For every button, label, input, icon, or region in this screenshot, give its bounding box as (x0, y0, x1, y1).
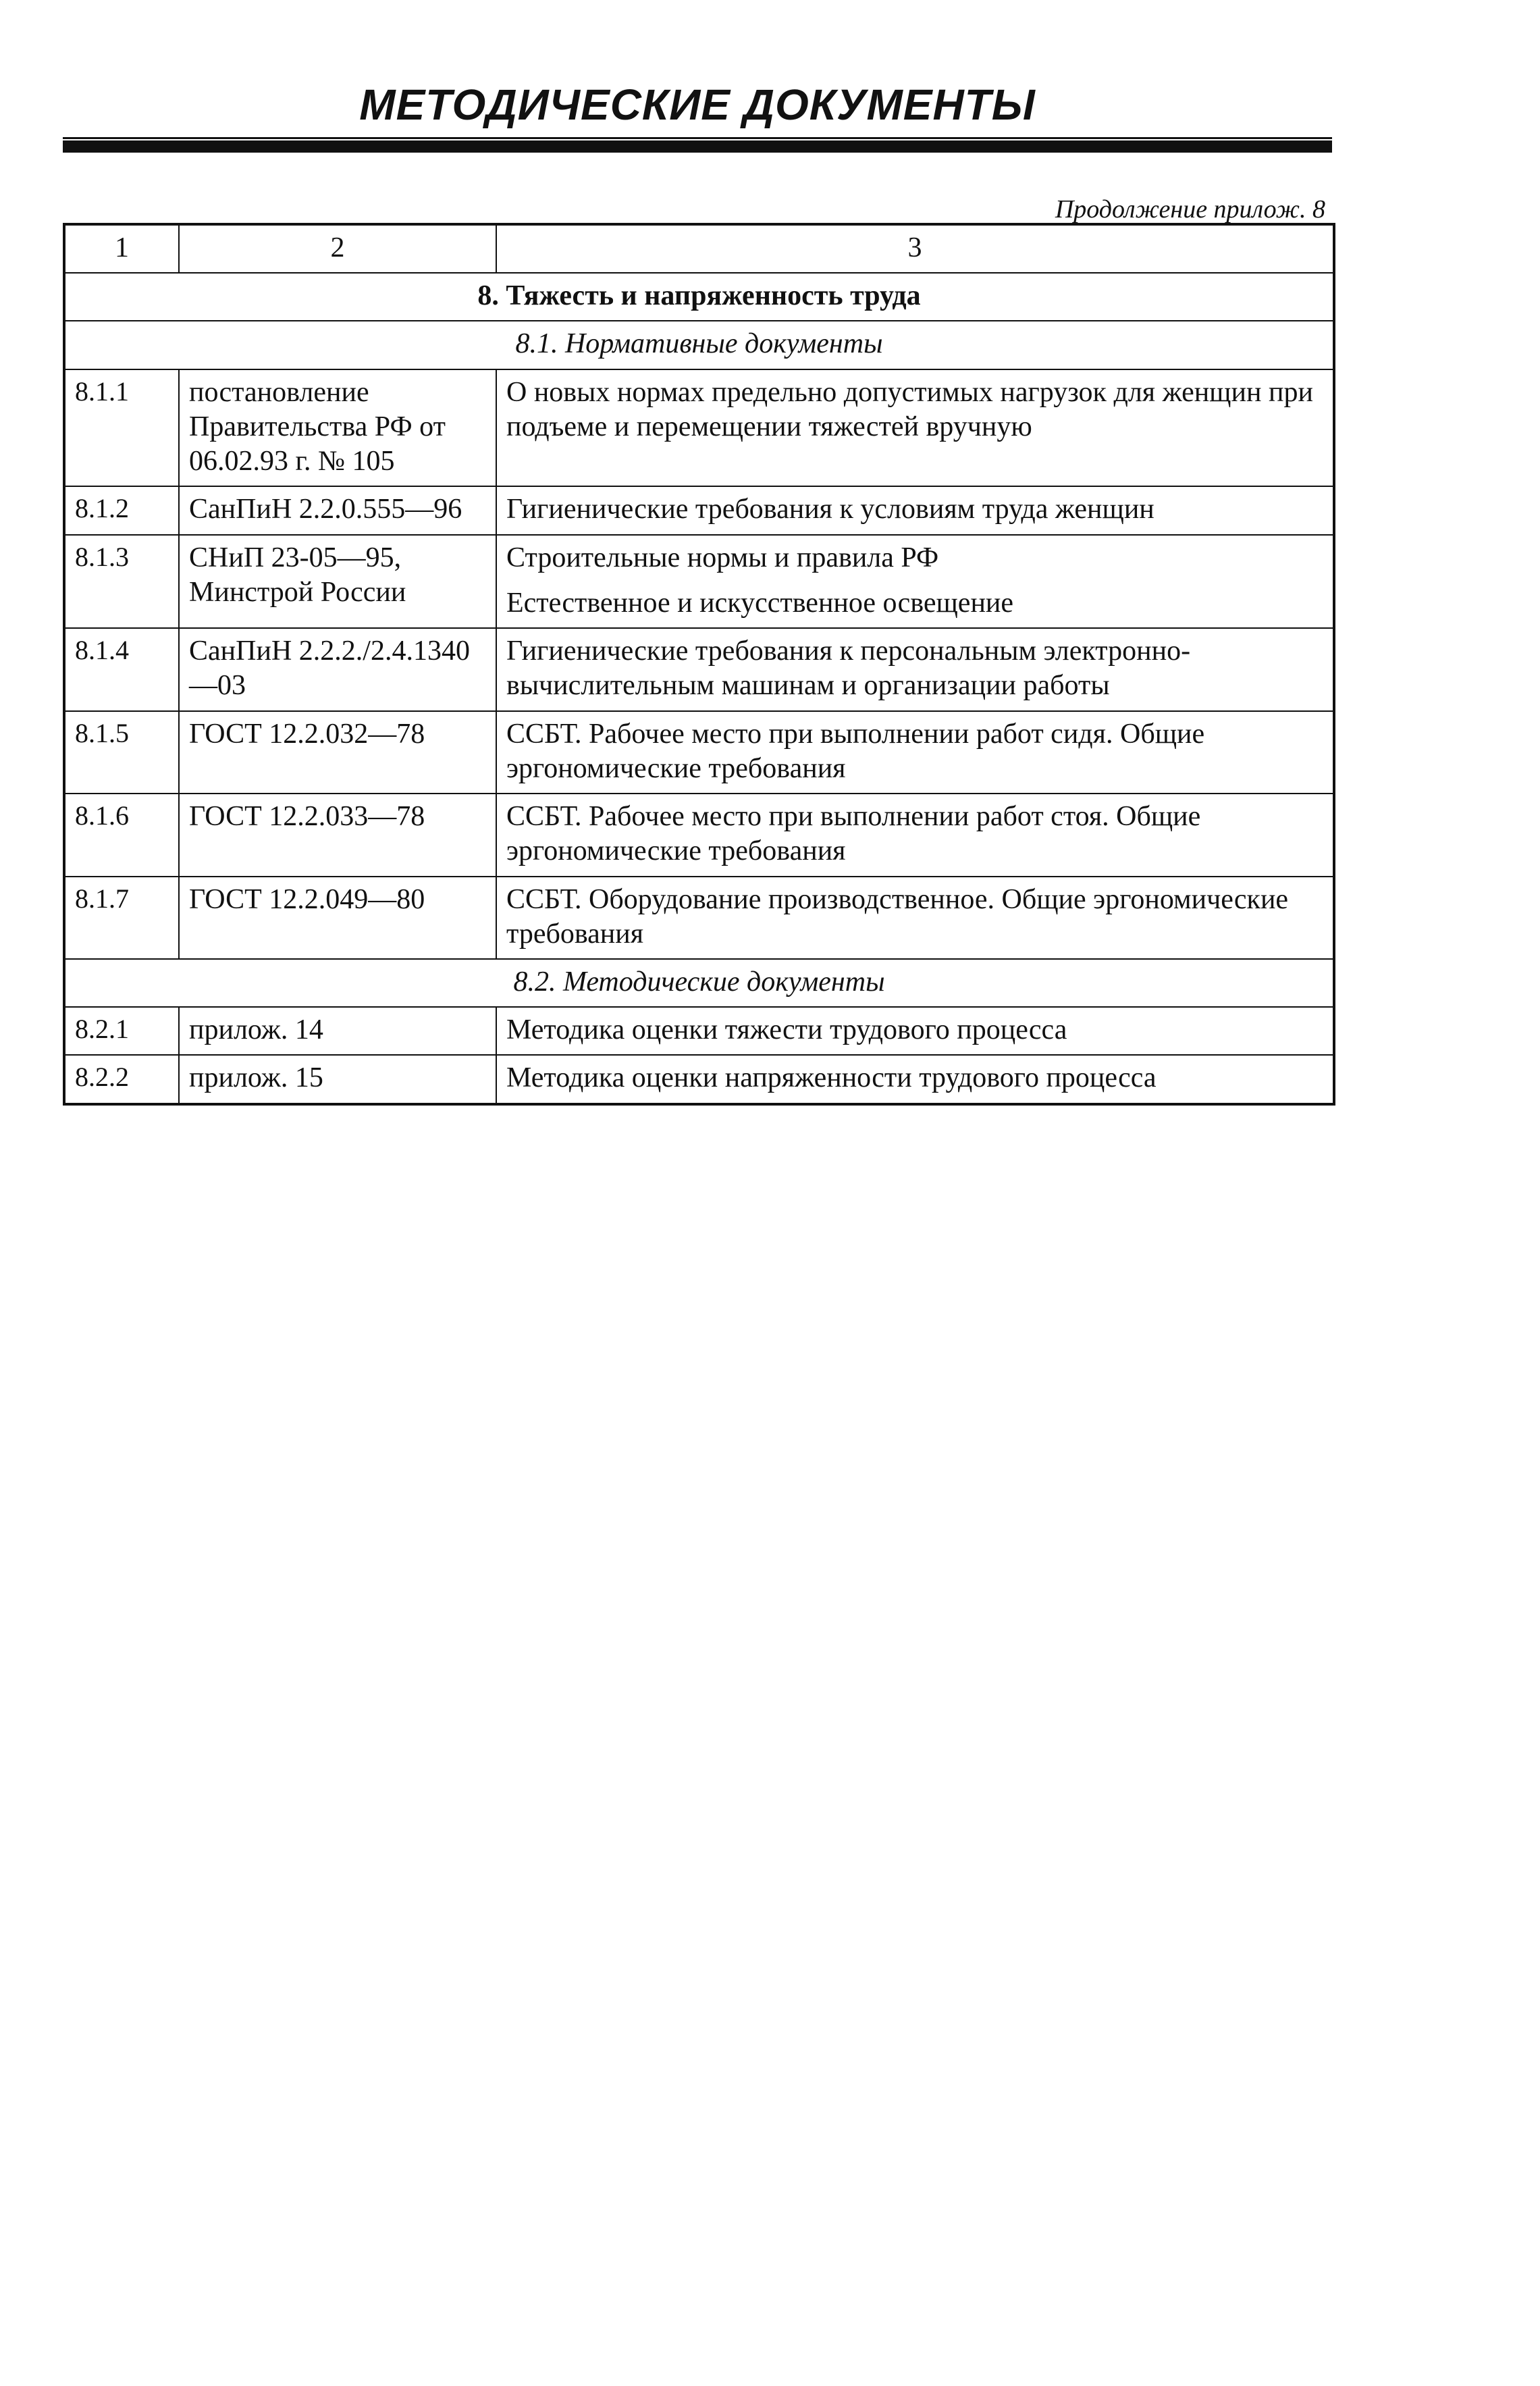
row-number: 8.1.4 (64, 628, 179, 710)
document-title: ССБТ. Рабочее место при выполнении работ стоя. Общие эргономические требования (496, 794, 1334, 876)
table-row (64, 628, 1334, 710)
column-number: 2 (179, 224, 496, 273)
document-title: ССБТ. Рабочее место при выполнении работ сидя. Общие эргономические требования (496, 711, 1334, 794)
table-row (64, 369, 1334, 487)
document-reference: СанПиН 2.2.0.555—96 (179, 486, 496, 534)
subsection-row (64, 321, 1334, 369)
table-row (64, 1055, 1334, 1104)
column-number-row (64, 224, 1334, 273)
document-title: ССБТ. Оборудование производственное. Общие эргономические требования (496, 877, 1334, 959)
document-reference: СанПиН 2.2.2./2.4.1340—03 (179, 628, 496, 710)
page-title: МЕТОДИЧЕСКИЕ ДОКУМЕНТЫ (359, 80, 1036, 129)
table-row (64, 794, 1334, 876)
subsection-row (64, 959, 1334, 1007)
document-reference: ГОСТ 12.2.032—78 (179, 711, 496, 794)
row-number: 8.1.6 (64, 794, 179, 876)
column-number: 3 (496, 224, 1334, 273)
table-row (64, 535, 1334, 628)
document-reference: прилож. 15 (179, 1055, 496, 1104)
subsection-title: 8.1. Нормативные документы (64, 321, 1334, 369)
documents-table (63, 223, 1335, 1106)
document-subtitle: Естественное и искусственное освещение (506, 587, 1014, 619)
table-row (64, 877, 1334, 959)
row-number: 8.1.2 (64, 486, 179, 534)
document-title: Строительные нормы и правила РФ (506, 542, 939, 573)
row-number: 8.1.7 (64, 877, 179, 959)
document-title: Методика оценки тяжести трудового процесса (496, 1007, 1334, 1055)
row-number: 8.1.5 (64, 711, 179, 794)
table-row (64, 486, 1334, 534)
document-reference: ГОСТ 12.2.033—78 (179, 794, 496, 876)
subsection-title: 8.2. Методические документы (64, 959, 1334, 1007)
row-number: 8.1.1 (64, 369, 179, 487)
document-title: О новых нормах предельно допустимых нагрузок для женщин при подъеме и перемещении тяжестей вручную (496, 369, 1334, 487)
table-row (64, 711, 1334, 794)
section-title: 8. Тяжесть и напряженность труда (64, 273, 1334, 321)
continuation-note: Продолжение прилож. 8 (1055, 195, 1325, 224)
row-number: 8.2.1 (64, 1007, 179, 1055)
row-number: 8.2.2 (64, 1055, 179, 1104)
header-rule-thin (63, 137, 1332, 139)
document-title: Гигиенические требования к условиям труда женщин (496, 486, 1334, 534)
document-reference: прилож. 14 (179, 1007, 496, 1055)
row-number: 8.1.3 (64, 535, 179, 628)
header-rule-thick (63, 140, 1332, 153)
column-number: 1 (64, 224, 179, 273)
document-reference: постановление Правительства РФ от 06.02.93 г. № 105 (179, 369, 496, 487)
document-reference: СНиП 23-05—95, Минстрой России (179, 535, 496, 628)
section-row (64, 273, 1334, 321)
document-reference: ГОСТ 12.2.049—80 (179, 877, 496, 959)
document-title: Методика оценки напряженности трудового процесса (496, 1055, 1334, 1104)
document-title-cell (496, 535, 1334, 628)
table-row (64, 1007, 1334, 1055)
document-title: Гигиенические требования к персональным электронно-вычислительным машинам и организации работы (496, 628, 1334, 710)
